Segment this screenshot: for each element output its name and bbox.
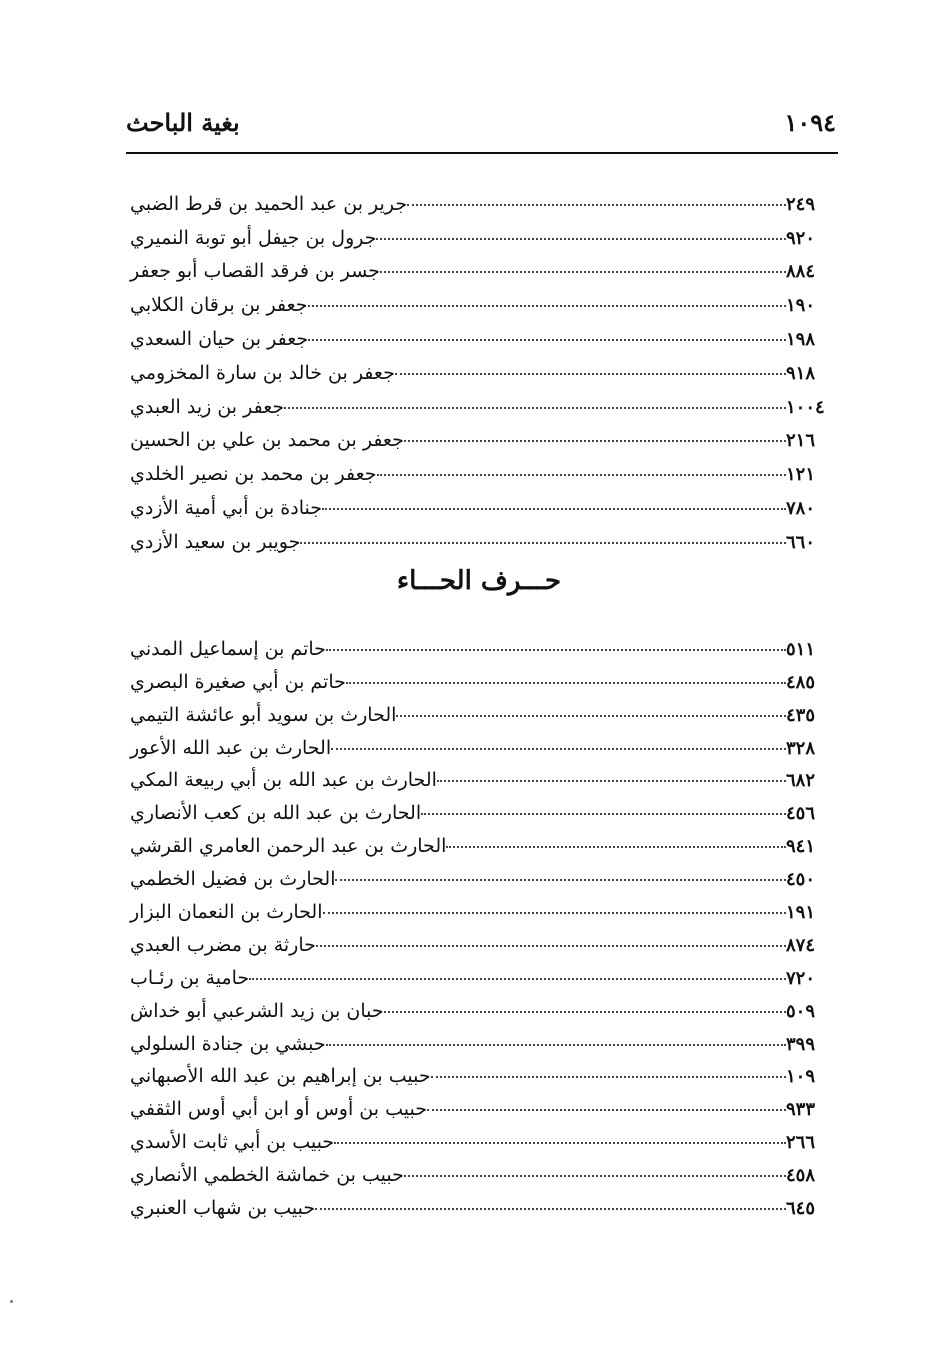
index-entry bbox=[120, 1086, 838, 1119]
entry-name: جرير بن عبد الحميد بن قرط الضبي bbox=[130, 192, 408, 215]
leader-dots bbox=[322, 508, 786, 510]
leader-dots bbox=[404, 440, 786, 442]
index-entry bbox=[120, 1119, 838, 1152]
entry-page: ١٩٠ bbox=[786, 295, 816, 317]
entry-name: جعفر بن زيد العبدي bbox=[130, 395, 285, 418]
leader-dots bbox=[380, 271, 786, 273]
entry-name: حامية بن رئـاب bbox=[130, 966, 250, 989]
entry-page: ٥١١ bbox=[786, 638, 816, 660]
index-entry bbox=[120, 922, 838, 955]
entry-name: الحارث بن فضيل الخطمي bbox=[130, 868, 336, 891]
leader-dots bbox=[300, 542, 786, 544]
entry-name: الحارث بن عبد الله بن أبي ربيعة المكي bbox=[130, 769, 437, 792]
leader-dots bbox=[446, 846, 786, 848]
entry-page: ٦٨٢ bbox=[786, 770, 816, 792]
entry-name: حبشي بن جنادة السلولي bbox=[130, 1032, 326, 1055]
index-entry bbox=[120, 1021, 838, 1054]
entry-page: ٩٤١ bbox=[786, 836, 816, 858]
leader-dots bbox=[346, 682, 786, 684]
entry-name: جعفر بن محمد بن نصير الخلدي bbox=[130, 463, 377, 486]
entry-page: ٤٥٨ bbox=[786, 1165, 816, 1187]
index-entry bbox=[120, 518, 838, 552]
index-entry bbox=[120, 1152, 838, 1185]
index-list-haa bbox=[120, 626, 838, 1218]
index-entry bbox=[120, 758, 838, 791]
entry-name: حبيب بن أوس أو ابن أبي أوس الثقفي bbox=[130, 1098, 427, 1121]
index-entry bbox=[120, 725, 838, 758]
scan-speck bbox=[10, 1300, 13, 1303]
entry-page: ٢١٦ bbox=[786, 430, 816, 452]
leader-dots bbox=[376, 238, 786, 240]
index-entry bbox=[120, 180, 838, 214]
entry-name: حاتم بن أبي صغيرة البصري bbox=[130, 670, 346, 693]
entry-name: حبيب بن خماشة الخطمي الأنصاري bbox=[130, 1164, 404, 1187]
index-entry bbox=[120, 383, 838, 417]
index-entry bbox=[120, 349, 838, 383]
header-rule bbox=[126, 152, 838, 154]
section-heading-haa: حـــرف الحـــاء bbox=[396, 566, 562, 596]
index-entry bbox=[120, 856, 838, 889]
entry-page: ٤٨٥ bbox=[786, 671, 816, 693]
leader-dots bbox=[326, 1044, 786, 1046]
leader-dots bbox=[407, 204, 786, 206]
entry-page: ٥٠٩ bbox=[786, 1000, 816, 1022]
index-list-jeem bbox=[120, 180, 838, 552]
index-entry bbox=[120, 692, 838, 725]
index-entry bbox=[120, 281, 838, 315]
index-entry bbox=[120, 1185, 838, 1218]
leader-dots bbox=[284, 407, 786, 409]
index-entry bbox=[120, 484, 838, 518]
index-entry bbox=[120, 417, 838, 451]
leader-dots bbox=[396, 715, 786, 717]
entry-page: ١٢١ bbox=[786, 464, 816, 486]
entry-page: ١٩١ bbox=[786, 902, 816, 924]
leader-dots bbox=[437, 780, 786, 782]
entry-page: ٤٥٦ bbox=[786, 803, 816, 825]
index-entry bbox=[120, 790, 838, 823]
index-entry bbox=[120, 248, 838, 282]
entry-page: ٢٦٦ bbox=[786, 1132, 816, 1154]
entry-page: ٩٣٣ bbox=[786, 1099, 816, 1121]
entry-name: الحارث بن عبد الله بن كعب الأنصاري bbox=[130, 802, 422, 825]
entry-page: ٨٧٤ bbox=[786, 934, 816, 956]
leader-dots bbox=[331, 748, 786, 750]
leader-dots bbox=[431, 1076, 786, 1078]
entry-name: حبيب بن شهاب العنبري bbox=[130, 1197, 316, 1220]
leader-dots bbox=[316, 945, 786, 947]
entry-page: ٦٤٥ bbox=[786, 1198, 816, 1220]
entry-name: جرول بن جيفل أبو توبة النميري bbox=[130, 226, 377, 249]
entry-name: الحارث بن سويد أبو عائشة التيمي bbox=[130, 703, 397, 726]
entry-name: الحارث بن عبد الله الأعور bbox=[130, 736, 332, 759]
entry-name: جنادة بن أبي أمية الأزدي bbox=[130, 496, 322, 519]
index-entry bbox=[120, 450, 838, 484]
leader-dots bbox=[377, 474, 786, 476]
index-entry bbox=[120, 659, 838, 692]
page-number: ١٠٩٤ bbox=[784, 108, 836, 137]
leader-dots bbox=[315, 1208, 786, 1210]
entry-page: ٤٥٠ bbox=[786, 869, 816, 891]
leader-dots bbox=[308, 305, 787, 307]
leader-dots bbox=[404, 1175, 786, 1177]
entry-page: ٣٢٨ bbox=[786, 737, 816, 759]
entry-name: جعفر بن خالد بن سارة المخزومي bbox=[130, 361, 395, 384]
entry-name: الحارث بن النعمان البزار bbox=[130, 901, 323, 924]
book-title: بغية الباحث bbox=[126, 108, 240, 137]
leader-dots bbox=[323, 912, 787, 914]
entry-name: حبيب بن أبي ثابت الأسدي bbox=[130, 1131, 335, 1154]
index-entry bbox=[120, 214, 838, 248]
entry-name: جعفر بن حيان السعدي bbox=[130, 327, 309, 350]
entry-page: ١٠٩ bbox=[786, 1066, 816, 1088]
entry-name: حاتم بن إسماعيل المدني bbox=[130, 637, 326, 660]
entry-page: ٦٦٠ bbox=[786, 531, 816, 553]
entry-page: ١٠٠٤ bbox=[786, 396, 825, 418]
entry-name: جويبر بن سعيد الأزدي bbox=[130, 530, 301, 553]
entry-page: ٢٤٩ bbox=[786, 193, 816, 215]
entry-name: جعفر بن برقان الكلابي bbox=[130, 294, 308, 317]
entry-name: جعفر بن محمد بن علي بن الحسين bbox=[130, 429, 404, 452]
leader-dots bbox=[335, 879, 786, 881]
entry-name: جسر بن فرقد القصاب أبو جعفر bbox=[130, 260, 380, 283]
index-entry bbox=[120, 626, 838, 659]
leader-dots bbox=[249, 978, 786, 980]
index-entry bbox=[120, 889, 838, 922]
entry-name: الحارث بن عبد الرحمن العامري القرشي bbox=[130, 835, 447, 858]
index-entry bbox=[120, 823, 838, 856]
entry-page: ٧٢٠ bbox=[786, 967, 816, 989]
index-entry bbox=[120, 955, 838, 988]
entry-page: ٩١٨ bbox=[786, 362, 816, 384]
leader-dots bbox=[334, 1142, 786, 1144]
leader-dots bbox=[326, 649, 786, 651]
leader-dots bbox=[384, 1011, 786, 1013]
entry-page: ٣٩٩ bbox=[786, 1033, 816, 1055]
index-entry bbox=[120, 1054, 838, 1087]
entry-page: ٧٨٠ bbox=[786, 497, 816, 519]
entry-page: ٤٣٥ bbox=[786, 704, 816, 726]
entry-name: حبيب بن إبراهيم بن عبد الله الأصبهاني bbox=[130, 1065, 431, 1088]
entry-name: حارثة بن مضرب العبدي bbox=[130, 933, 316, 956]
leader-dots bbox=[395, 373, 786, 375]
entry-page: ٨٨٤ bbox=[786, 261, 816, 283]
running-header bbox=[120, 104, 838, 144]
leader-dots bbox=[427, 1109, 786, 1111]
index-entry bbox=[120, 988, 838, 1021]
leader-dots bbox=[421, 813, 786, 815]
entry-page: ٩٢٠ bbox=[786, 227, 816, 249]
entry-name: حبان بن زيد الشرعبي أبو خداش bbox=[130, 999, 384, 1022]
leader-dots bbox=[308, 339, 786, 341]
index-entry bbox=[120, 315, 838, 349]
entry-page: ١٩٨ bbox=[786, 328, 816, 350]
